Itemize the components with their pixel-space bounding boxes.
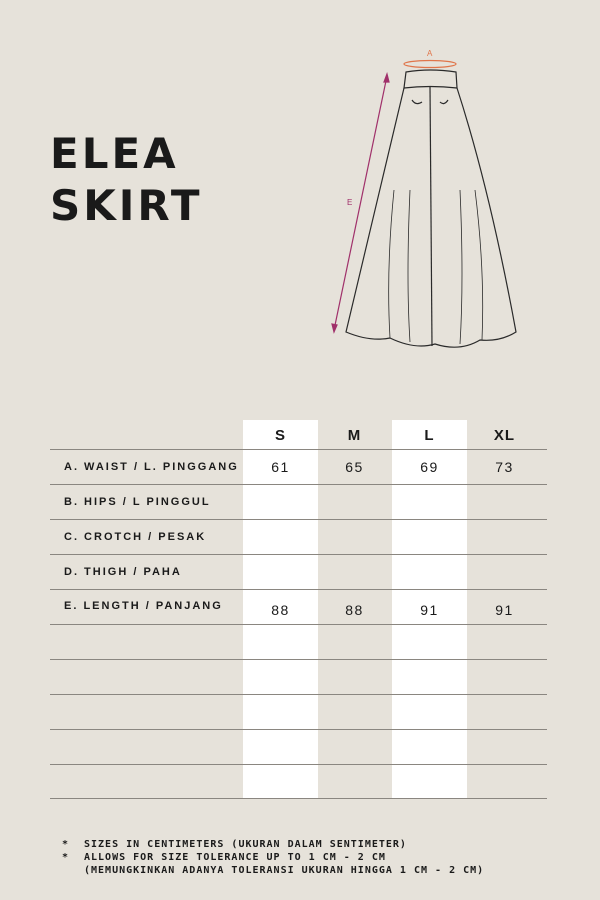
note-tolerance-text: ALLOWS FOR SIZE TOLERANCE UP TO 1 CM - 2 CM	[84, 852, 386, 863]
note-tolerance	[62, 851, 484, 864]
label-a: A	[427, 49, 433, 58]
waistband	[404, 70, 457, 88]
table-divider	[50, 764, 547, 765]
row-label-length: E. LENGTH / PANJANG	[64, 600, 223, 612]
cell-waist-m: 65	[345, 459, 364, 475]
length-measure	[332, 74, 389, 332]
table-divider	[50, 729, 547, 730]
table-divider	[50, 659, 547, 660]
cell-length-xl: 91	[495, 602, 514, 618]
size-header-s: S	[274, 427, 286, 444]
waist-measure	[404, 61, 456, 68]
row-label-thigh: D. THIGH / PAHA	[64, 566, 182, 578]
table-divider	[50, 519, 547, 520]
label-e: E	[347, 198, 353, 207]
note-units-text: SIZES IN CENTIMETERS (UKURAN DALAM SENTIMETER)	[84, 839, 407, 850]
cell-length-s: 88	[271, 602, 290, 618]
table-divider	[50, 624, 547, 625]
table-divider	[50, 694, 547, 695]
note-units	[62, 838, 484, 851]
row-label-hips: B. HIPS / L PINGGUL	[64, 496, 211, 508]
cell-length-l: 91	[420, 602, 439, 618]
title-line-2: SKIRT	[50, 181, 203, 230]
table-divider	[50, 449, 547, 450]
table-divider	[50, 484, 547, 485]
product-title	[50, 128, 203, 232]
note-tolerance-translation	[62, 864, 484, 877]
title-line-1: ELEA	[50, 129, 179, 178]
cell-waist-s: 61	[271, 459, 290, 475]
footnotes	[62, 838, 484, 877]
note-bullet: *	[62, 839, 70, 850]
size-header-xl: XL	[493, 427, 516, 444]
cell-length-m: 88	[345, 602, 364, 618]
note-bullet: *	[62, 852, 70, 863]
size-header-l: L	[424, 427, 435, 444]
table-divider	[50, 798, 547, 799]
table-divider	[50, 554, 547, 555]
skirt-diagram	[320, 40, 540, 360]
table-divider	[50, 589, 547, 590]
row-label-waist: A. WAIST / L. PINGGANG	[64, 461, 239, 473]
note-tolerance-translation-text: (MEMUNGKINKAN ADANYA TOLERANSI UKURAN HINGGA 1 CM - 2 CM)	[84, 865, 485, 876]
row-label-crotch: C. CROTCH / PESAK	[64, 531, 207, 543]
size-header-m: M	[347, 427, 362, 444]
cell-waist-xl: 73	[495, 459, 514, 475]
cell-waist-l: 69	[420, 459, 439, 475]
